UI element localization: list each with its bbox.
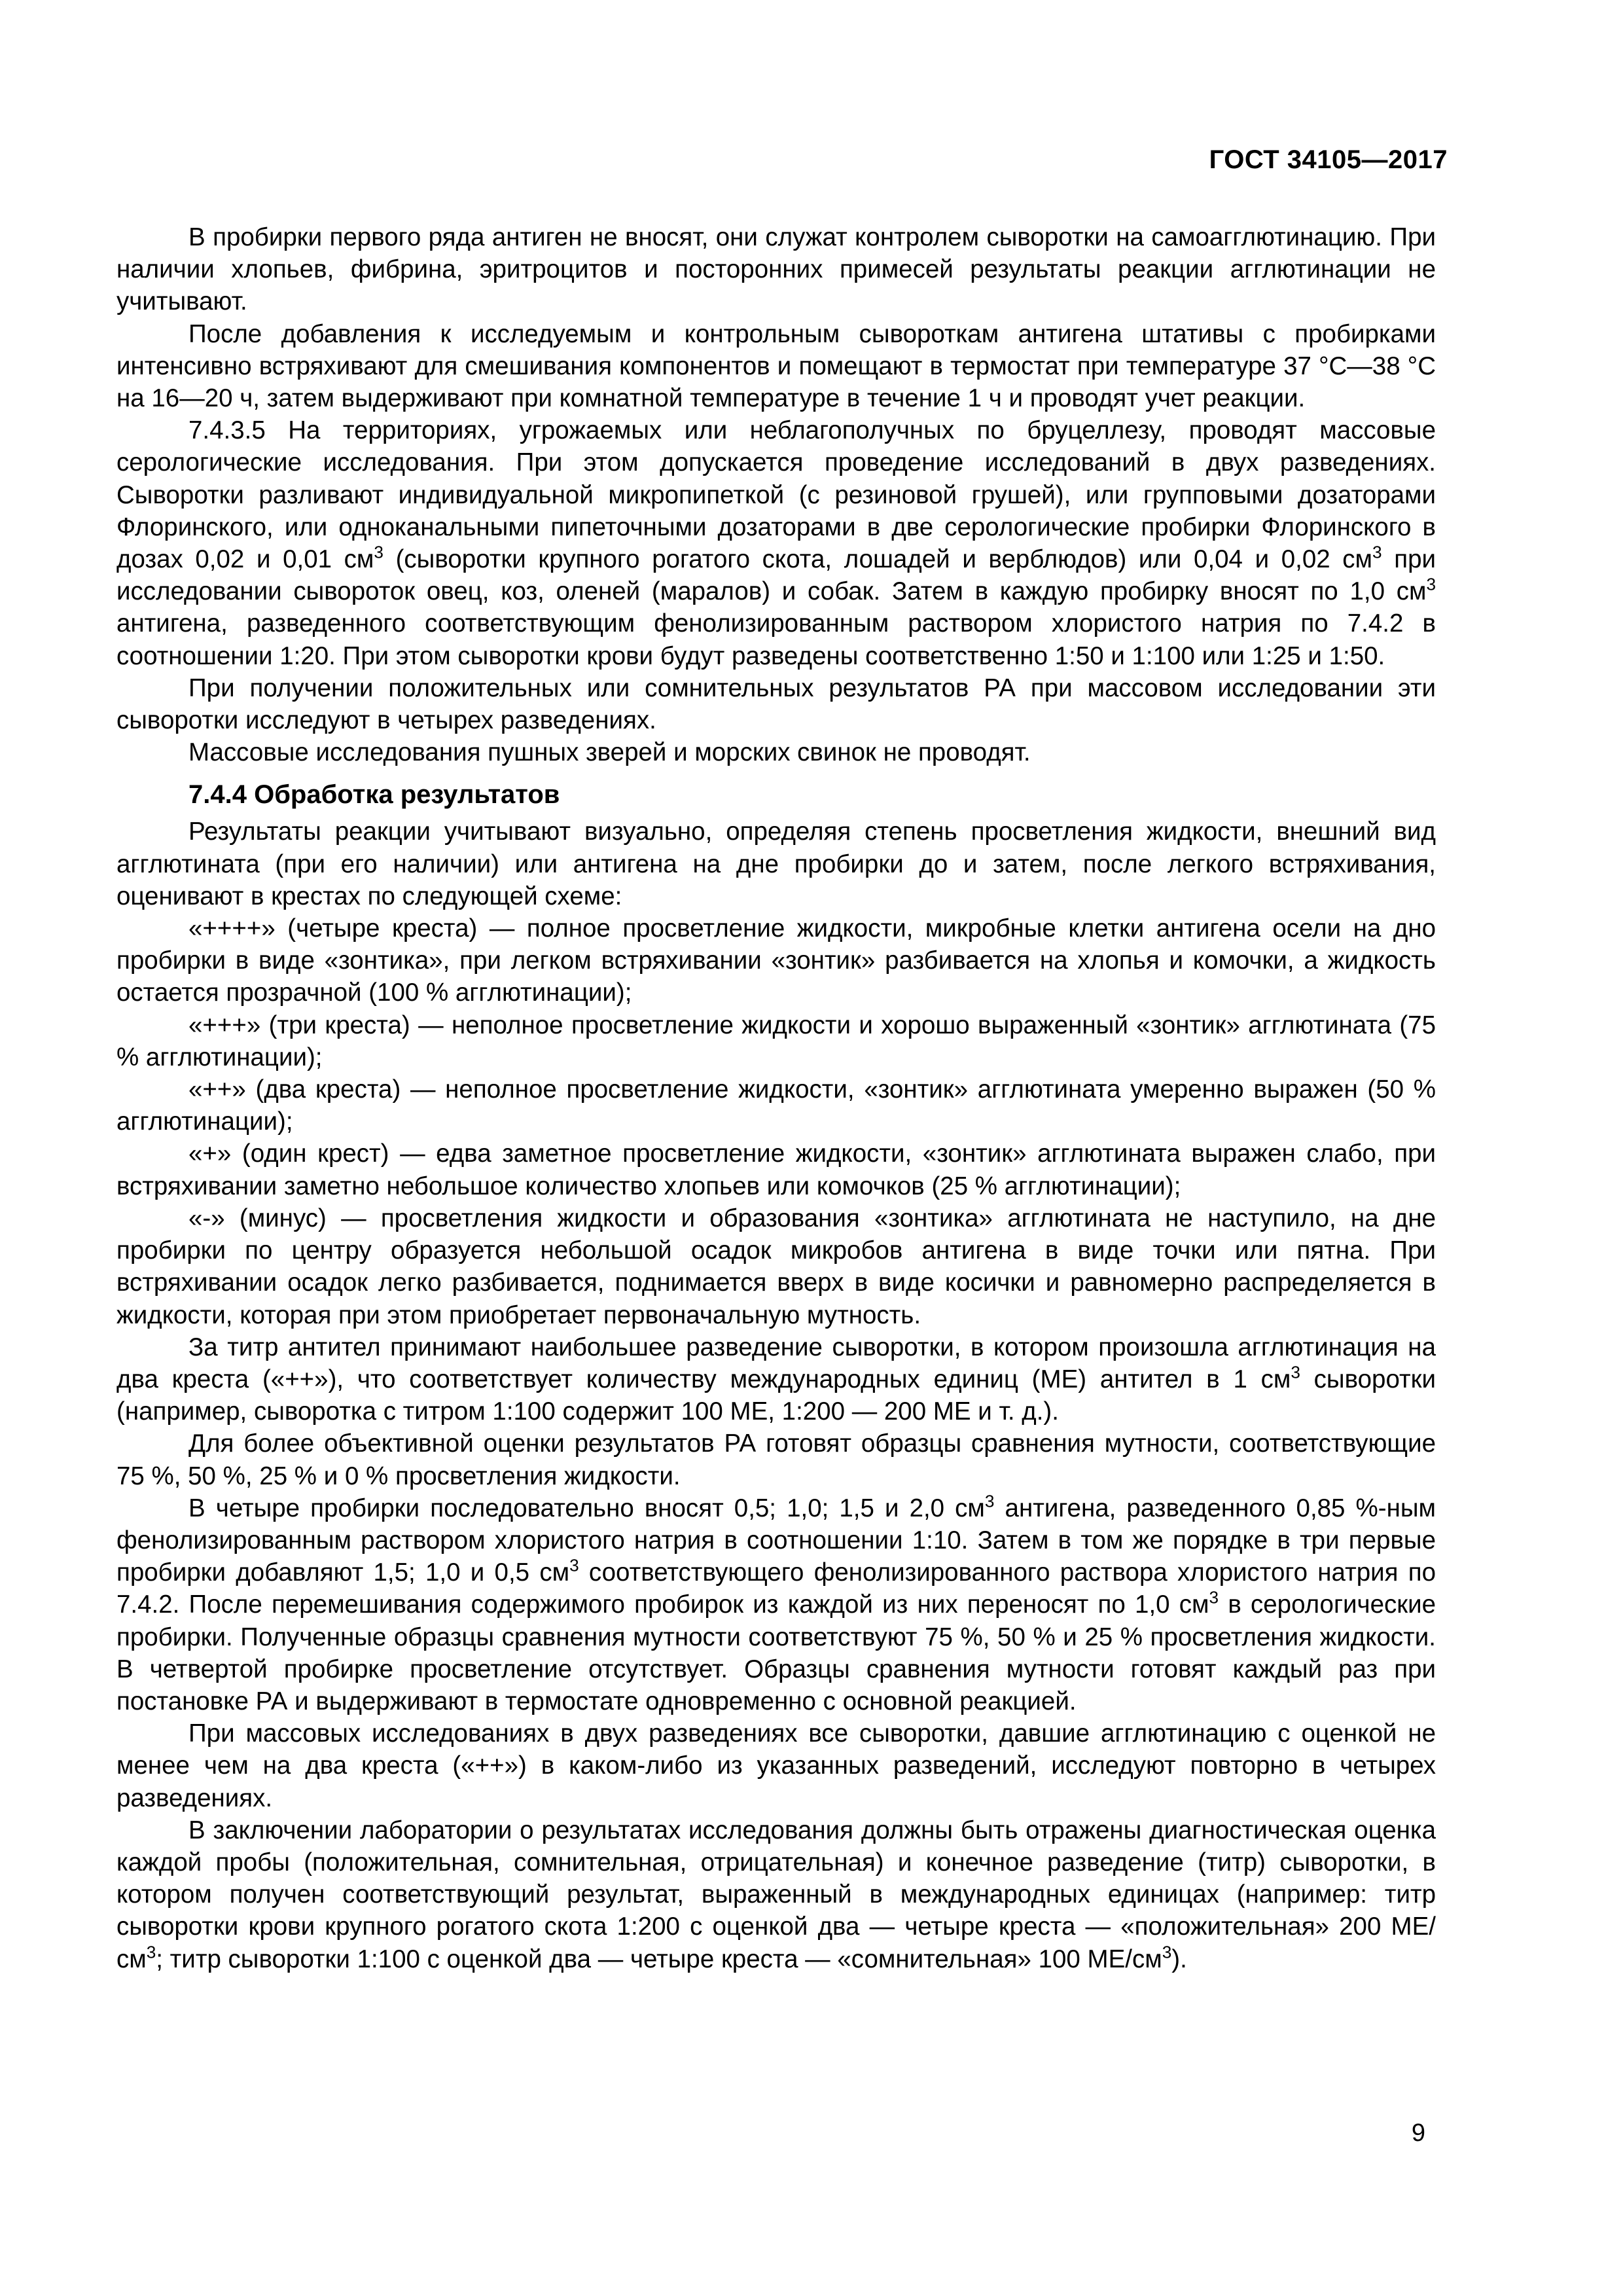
- scale-item-one-cross: «+» (один крест) — едва заметное просветление жидкости, «зонтик» агглютината выражен слабо, при встряхивании заметно небольшое количество хлопьев или комочков (25 % агглютинации);: [116, 1139, 1436, 1200]
- text-run: ).: [1171, 1945, 1187, 1973]
- text-run: антигена, разведенного 0,85 %-ным фенолизированным раствором хлористого натрия в соотношении 1:10. Затем в том же порядке в три первые пробирки добавляют 1,5; 1,0 и 0,5 см: [116, 1494, 1436, 1587]
- paragraph: После добавления к исследуемым и контрольным сывороткам антигена штативы с пробирками интенсивно встряхивают для смешивания компонентов и помещают в термостат при температуре 37 °С—38 °С на 16—20 ч, затем выдерживают при комнатной температуре в течение 1 ч и проводят учет реакции.: [116, 319, 1436, 413]
- paragraph: В пробирки первого ряда антиген не вносят, они служат контролем сыворотки на самоагглютинацию. При наличии хлопьев, фибрина, эритроцитов и посторонних примесей результаты реакции агглютинации не учитывают.: [116, 223, 1436, 316]
- superscript: 3: [1162, 1942, 1172, 1962]
- text-run: ; титр сыворотки 1:100 с оценкой два — четыре креста — «сомнительная» 100 МЕ/см: [156, 1945, 1162, 1973]
- paragraph-titer: [116, 1331, 1436, 1428]
- scale-item-three-crosses: «+++» (три креста) — неполное просветление жидкости и хорошо выраженный «зонтик» агглютината (75 % агглютинации);: [116, 1011, 1436, 1071]
- superscript: 3: [1372, 542, 1382, 562]
- section-heading: 7.4.4 Обработка результатов: [188, 780, 560, 810]
- paragraph-conclusion: [116, 1814, 1436, 1975]
- superscript: 3: [569, 1555, 579, 1575]
- superscript: 3: [1209, 1587, 1219, 1607]
- page-number: 9: [1411, 2119, 1425, 2147]
- text-run: сыворотки (например, сыворотка с титром 1:100 содержит 100 МЕ, 1:200 — 200 МЕ и т. д.).: [116, 1365, 1436, 1426]
- text-run: 7.4.3.5 На территориях, угрожаемых или неблагополучных по бруцеллезу, проводят массовые серологические исследования. При этом допускается проведение исследований в двух разведениях. Сыворотки разливают индивидуальной микропипеткой (с резиновой грушей), или групповыми дозаторами Флоринского, или одноканальными пипеточными дозаторами в две серологические пробирки Флоринского в дозах 0,02 и 0,01 см: [116, 416, 1436, 574]
- paragraph: Результаты реакции учитывают визуально, определяя степень просветления жидкости, внешний вид агглютината (при его наличии) или антигена на дне пробирки до и затем, после легкого встряхивания, оценивают в крестах по следующей схеме:: [116, 817, 1436, 910]
- text-run: (сыворотки крупного рогатого скота, лошадей и верблюдов) или 0,04 и 0,02 см: [383, 545, 1373, 574]
- text-run: антигена, разведенного соответствующим фенолизированным раствором хлористого натрия по 7.4.2 в соотношении 1:20. При этом сыворотки крови будут разведены соответственно 1:50 и 1:100 или 1:25 и 1:50.: [116, 609, 1436, 670]
- text-run: За титр антител принимают наибольшее разведение сыворотки, в котором произошла агглютинация на два креста («++»), что соответствует количеству международных единиц (МЕ) антител в 1 см: [116, 1333, 1436, 1393]
- paragraph: При массовых исследованиях в двух разведениях все сыворотки, давшие агглютинацию с оценкой не менее чем на два креста («++») в каком-либо из указанных разведений, исследуют повторно в четырех разведениях.: [116, 1719, 1436, 1812]
- paragraph-7-4-3-5: [116, 414, 1436, 672]
- text-run: соответствующего фенолизированного раствора хлористого натрия по 7.4.2. После перемешивания содержимого пробирок из каждой из них переносят по 1,0 см: [116, 1558, 1436, 1619]
- paragraph: Массовые исследования пушных зверей и морских свинок не проводят.: [188, 738, 1031, 767]
- document-body: [116, 221, 1436, 1975]
- paragraph-turbidity-standards: [116, 1492, 1436, 1717]
- document-code: ГОСТ 34105—2017: [1209, 145, 1448, 174]
- text-run: при исследовании сывороток овец, коз, оленей (маралов) и собак. Затем в каждую пробирку вносят по 1,0 см: [116, 545, 1436, 606]
- text-run: в серологические пробирки. Полученные образцы сравнения мутности соответствуют 75 %, 50 % и 25 % просветления жидкости. В четвертой пробирке просветление отсутствует. Образцы сравнения мутности готовят каждый раз при постановке РА и выдерживают в термостате одновременно с основной реакцией.: [116, 1590, 1436, 1715]
- superscript: 3: [374, 542, 383, 562]
- superscript: 3: [984, 1491, 995, 1511]
- superscript: 3: [1291, 1362, 1300, 1382]
- text-run: В четыре пробирки последовательно вносят 0,5; 1,0; 1,5 и 2,0 см: [188, 1494, 985, 1522]
- scale-item-minus: «-» (минус) — просветления жидкости и образования «зонтика» агглютината не наступило, на дне пробирки по центру образуется небольшой осадок микробов антигена в виде точки или пятна. При встряхивании осадок легко разбивается, поднимается вверх в виде косички и равномерно распределяется в жидкости, которая при этом приобретает первоначальную мутность.: [116, 1204, 1436, 1329]
- superscript: 3: [1426, 574, 1436, 594]
- text-run: В заключении лаборатории о результатах исследования должны быть отражены диагностическая оценка каждой пробы (положительная, сомнительная, отрицательная) и конечное разведение (титр) сыворотки, в котором получен соответствующий результат, выраженный в международных единицах (например: титр сыворотки крови крупного рогатого скота 1:200 с оценкой два — четыре креста — «положительная» 200 МЕ/см: [116, 1816, 1436, 1973]
- superscript: 3: [146, 1942, 156, 1962]
- paragraph: При получении положительных или сомнительных результатов РА при массовом исследовании эти сыворотки исследуют в четырех разведениях.: [116, 673, 1436, 735]
- scale-item-two-crosses: «++» (два креста) — неполное просветление жидкости, «зонтик» агглютината умеренно выражен (50 % агглютинации);: [116, 1075, 1436, 1136]
- paragraph: Для более объективной оценки результатов РА готовят образцы сравнения мутности, соответствующие 75 %, 50 %, 25 % и 0 % просветления жидкости.: [116, 1429, 1436, 1490]
- scale-item-four-crosses: «++++» (четыре креста) — полное просветление жидкости, микробные клетки антигена осели на дно пробирки в виде «зонтика», при легком встряхивании «зонтик» разбивается на хлопья и комочки, а жидкость остается прозрачной (100 % агглютинации);: [116, 914, 1436, 1007]
